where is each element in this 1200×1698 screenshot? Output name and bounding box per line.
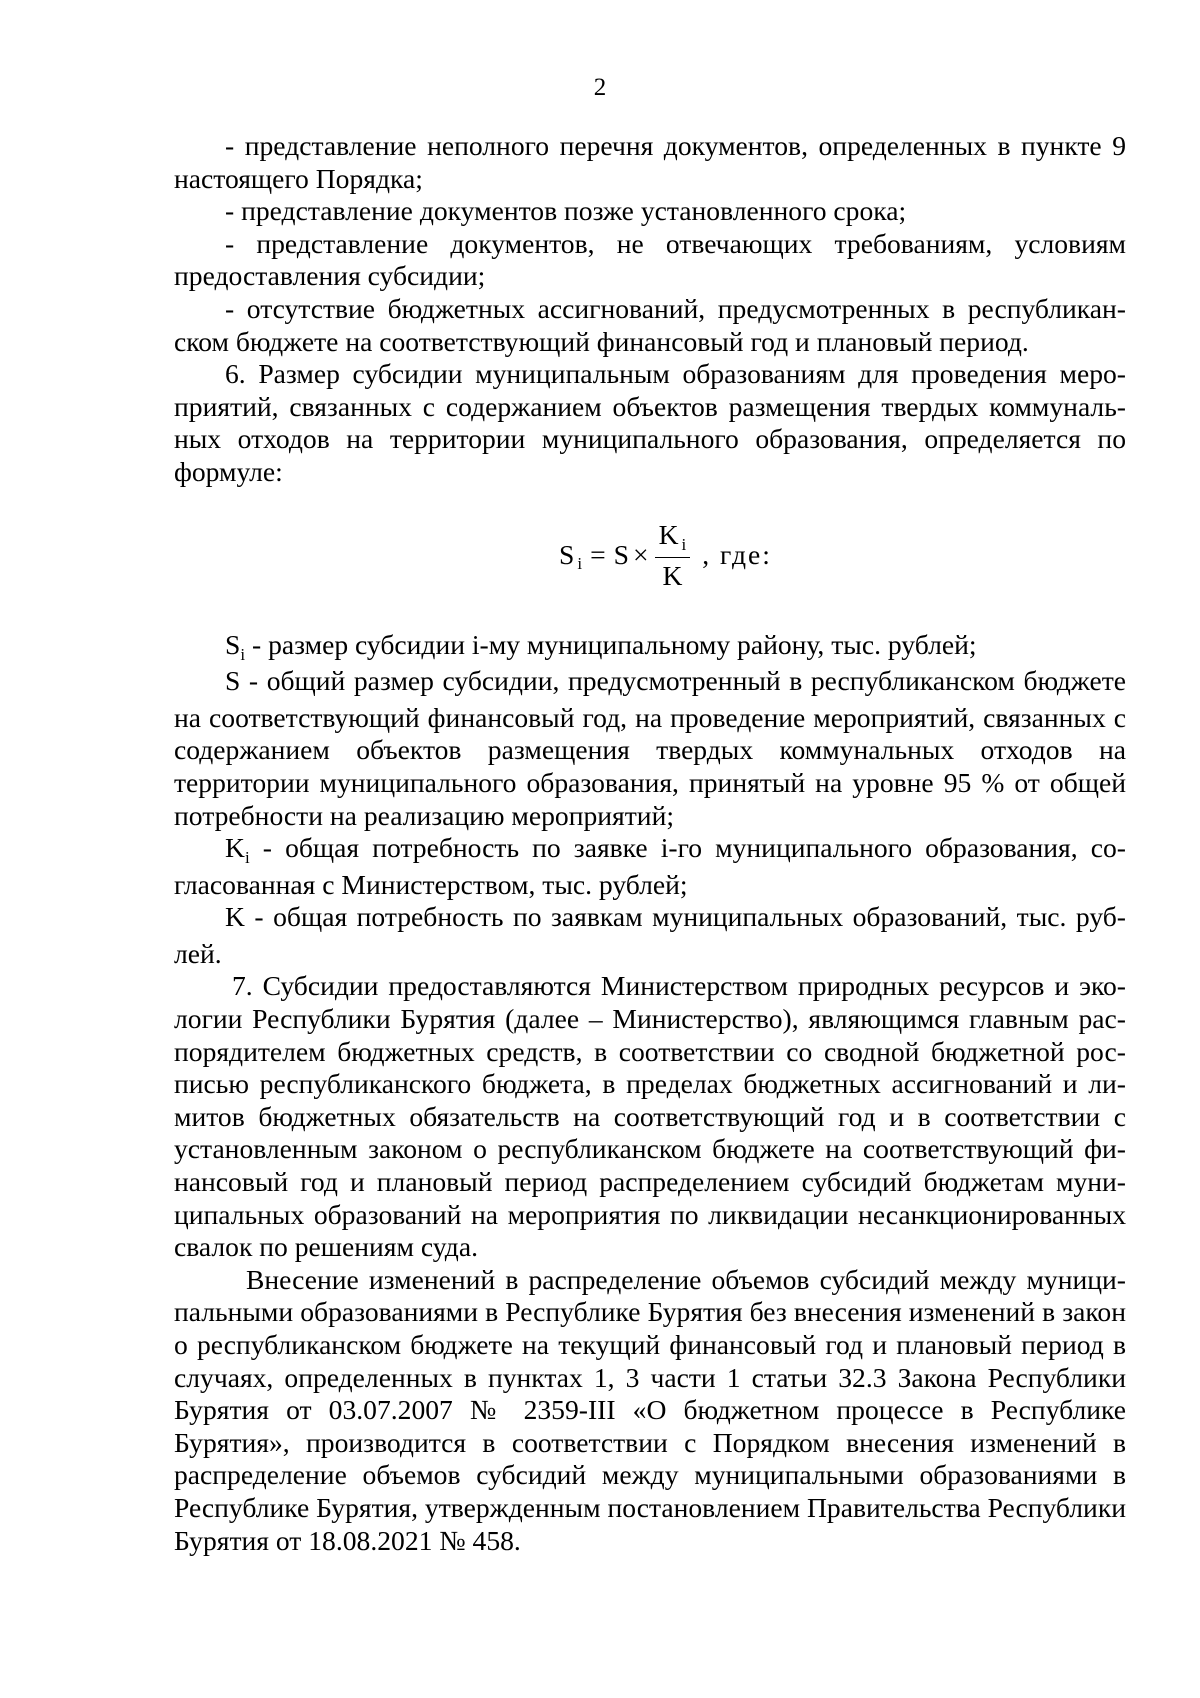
formula-numerator: K $_i$ <box>658 518 687 554</box>
formula-lhs-sub: i <box>577 553 583 573</box>
paragraph-item-6: 6. Размер субсидии муниципальным образованиям для проведения мероприятий, связанных с содержанием объектов размещения твердых коммунальных отходов на территории муниципального образования, определяется по формуле: <box>174 358 1126 487</box>
formula-fraction <box>655 519 691 592</box>
paragraph-late-documents: - представление документов позже установленного срока; <box>225 195 907 227</box>
paragraph-item-7: 7. Субсидии предоставляются Министерством природных ресурсов и экологии Республики Бурятия (далее – Министерство), являющимся главным распорядителем бюджетных средств, в соответствии со сводной бюджетной росписью республиканского бюджета, в пределах бюджетных ассигнований и лимитов бюджетных обязательств на соответствующий год и в соответствии с установленным законом о республиканском бюджете на соответствующий финансовый год и плановый период распределением субсидий бюджетам муниципальных образований на мероприятия по ликвидации несанкционированных свалок по решениям суда. <box>174 970 1126 1263</box>
paragraph-amendments: Внесение изменений в распределение объемов субсидий между муниципальными образованиями в Республике Бурятия без внесения изменений в закон о республиканском бюджете на текущий финансовый год и плановый период в случаях, определенных в пунктах 1, 3 части 1 статьи 32.3 Закона Республики Бурятия от 03.07.2007 № 2359-III «О бюджетном процессе в Республике Бурятия», производится в соответствии с Порядком внесения изменений в распределение объемов субсидий между муниципальными образованиями в Республике Бурятия, утвержденным постановлением Правительства Республики Бурятия от 18.08.2021 № 458. <box>174 1263 1126 1556</box>
formula-block <box>174 489 1126 629</box>
paragraph-nonconforming-documents: - представление документов, не отвечающих требованиям, условиям предоставления субсидии; <box>174 227 1126 292</box>
formula-denominator: K <box>662 559 683 591</box>
formula-times: × <box>633 538 649 570</box>
subsidy-formula <box>559 519 772 592</box>
paragraph-no-allocations: - отсутствие бюджетных ассигнований, предусмотренных в республиканском бюджете на соответствующий финансовый год и плановый период. <box>174 292 1126 357</box>
formula-lhs: S <box>559 538 575 570</box>
definition-k: K - общая потребность по заявкам муниципальных образований, тыс. рублей. <box>174 901 1126 969</box>
page-number: 2 <box>593 74 607 101</box>
formula-suffix: , где: <box>702 538 772 570</box>
definition-ki: $K_i$ - общая потребность по заявке i-го муниципального образования, согласованная с Министерством, тыс. рублей; <box>174 832 1126 900</box>
definition-s: S - общий размер субсидии, предусмотренный в республиканском бюджете на соответствующий финансовый год, на проведение мероприятий, связанных с содержанием объектов размещения твердых коммунальных отходов на территории муниципального образования, принятый на уровне 95 % от общей потребности на реализацию мероприятий; <box>174 665 1126 831</box>
formula-equals: = <box>590 538 606 570</box>
document-body <box>174 130 1126 1557</box>
formula-s: S <box>613 538 630 570</box>
paragraph-incomplete-documents: - представление неполного перечня документов, определенных в пункте 9 настоящего Порядка; <box>174 130 1126 194</box>
definition-si: $S_i$ - размер субсидии i-му муниципальному району, тыс. рублей; <box>225 628 977 664</box>
